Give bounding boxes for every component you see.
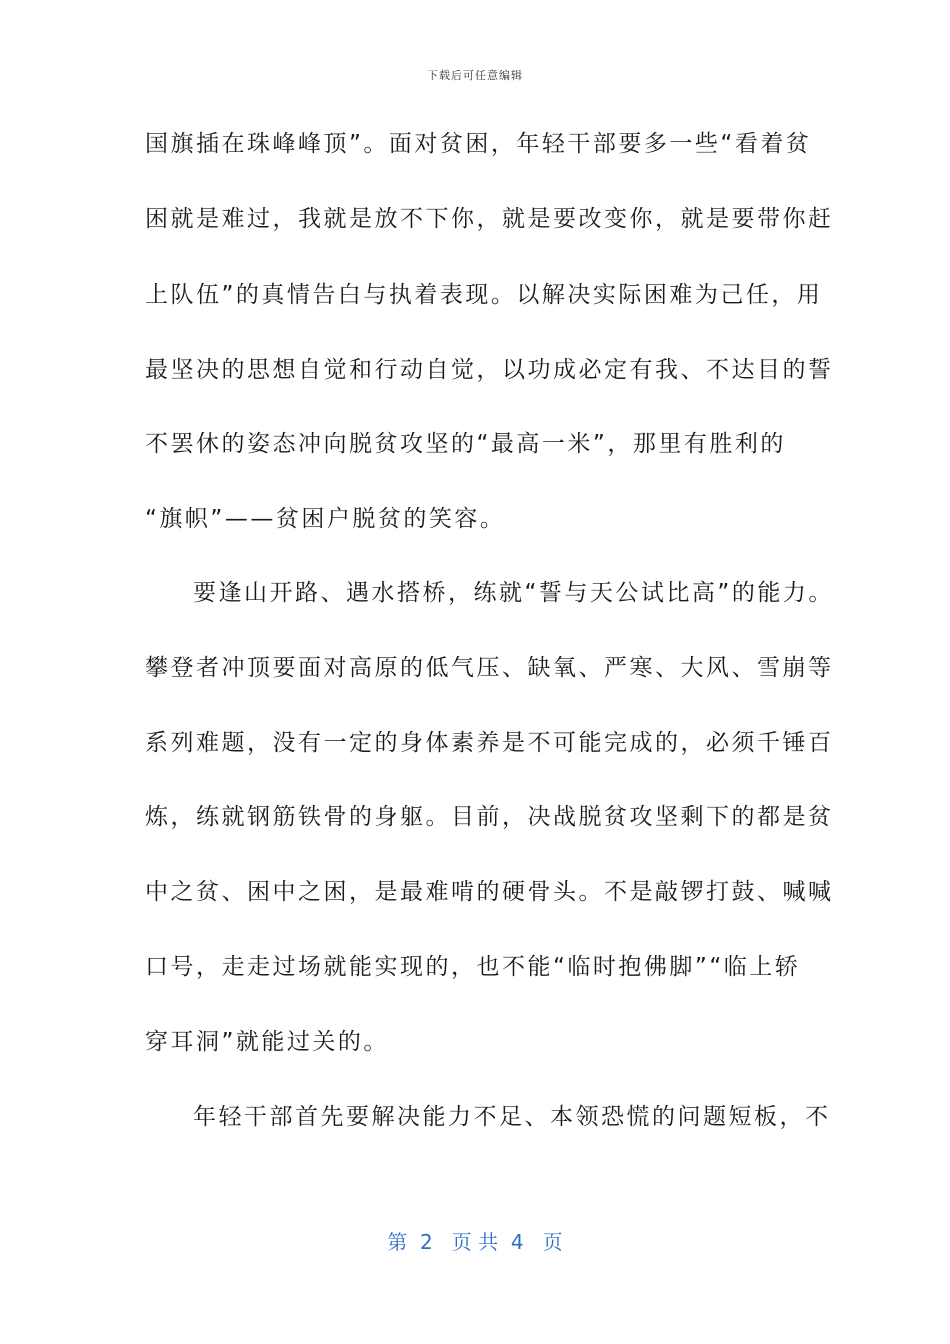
paragraph-first-line: 年轻干部首先要解决能力不足、本领恐慌的问题短板，不: [193, 1104, 831, 1130]
text-line: 口号，走走过场就能实现的，也不能“临时抱佛脚”“临上轿: [145, 954, 801, 980]
header-note: 下载后可任意编辑: [427, 69, 523, 82]
text-line: 困就是难过，我就是放不下你，就是要改变你，就是要带你赶: [145, 206, 834, 232]
text-line: 炼，练就钢筋铁骨的身躯。目前，决战脱贫攻坚剩下的都是贫: [145, 804, 834, 830]
text-line: 最坚决的思想自觉和行动自觉，以功成必定有我、不达目的誓: [145, 357, 834, 383]
text-line: “旗帜”——贫困户脱贫的笑容。: [145, 506, 506, 532]
text-line: 不罢休的姿态冲向脱贫攻坚的“最高一米”，那里有胜利的: [145, 431, 786, 457]
text-line: 中之贫、困中之困，是最难啃的硬骨头。不是敲锣打鼓、喊喊: [145, 879, 834, 905]
page-number-footer: 第 2 页 共 4 页: [387, 1230, 563, 1254]
paragraph-first-line: 要逢山开路、遇水搭桥，练就“誓与天公试比高”的能力。: [193, 580, 834, 606]
text-line: 上队伍”的真情告白与执着表现。以解决实际困难为己任，用: [145, 282, 823, 308]
text-line: 穿耳洞”就能过关的。: [145, 1029, 389, 1055]
text-line: 攀登者冲顶要面对高原的低气压、缺氧、严寒、大风、雪崩等: [145, 655, 834, 681]
text-line: 系列难题，没有一定的身体素养是不可能完成的，必须千锤百: [145, 730, 834, 756]
text-line: 国旗插在珠峰峰顶”。面对贫困，年轻干部要多一些“看着贫: [145, 131, 812, 157]
